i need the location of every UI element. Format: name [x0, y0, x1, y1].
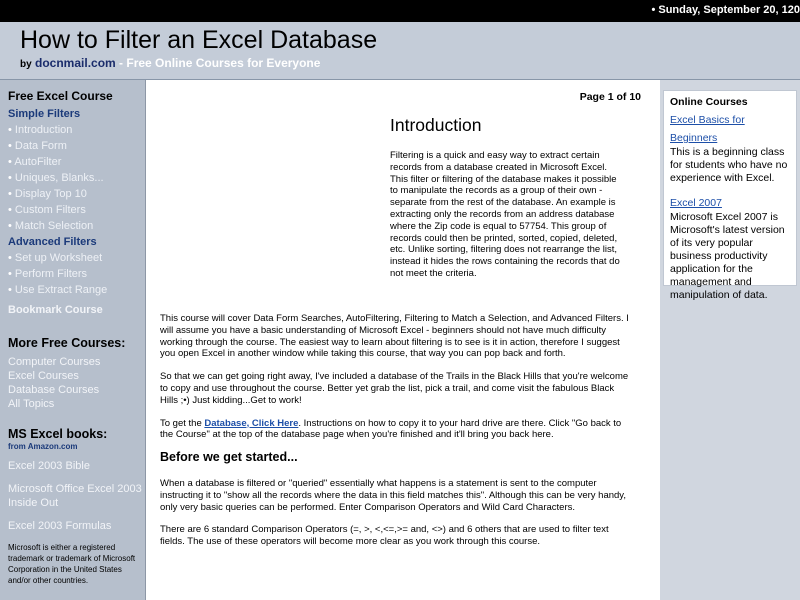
sidebar-item-label: Set up Worksheet	[14, 252, 103, 264]
sidebar-item-label: Display Top 10	[14, 188, 87, 200]
sidebar-item-label: Introduction	[14, 124, 73, 136]
section-heading-before: Before we get started...	[160, 450, 298, 465]
bookmark-course-link[interactable]: Bookmark Course	[8, 304, 103, 316]
site-header	[0, 22, 800, 80]
sidebar-item-extract-range[interactable]: • Use Extract Range	[8, 284, 108, 296]
more-courses-heading: More Free Courses:	[8, 336, 126, 350]
site-link[interactable]: docnmail.com	[35, 56, 116, 70]
left-sidebar	[0, 80, 146, 600]
sidebar-heading: Free Excel Course	[8, 89, 113, 103]
sidebar-item-data-form[interactable]: • Data Form	[8, 140, 67, 152]
online-courses-box	[663, 90, 797, 301]
trails-paragraph: So that we can get going right away, I've included a database of the Trails in the Black Hills that you're welcome to copy and use throughout the course. Better yet grab the list, pick a trail, and come visit the fabulous Black Hills ;•) Just kidding...Get to work!	[160, 371, 629, 406]
category-simple-filters[interactable]: Simple Filters	[8, 108, 81, 120]
sidebar-item-label: Use Extract Range	[14, 284, 108, 296]
sidebar-item-display-top-10[interactable]: • Display Top 10	[8, 188, 87, 200]
book-link[interactable]: Excel 2003 Bible	[8, 460, 90, 472]
database-link[interactable]: Database, Click Here	[204, 417, 299, 429]
sidebar-item-custom-filters[interactable]: • Custom Filters	[8, 204, 86, 216]
sidebar-item-label: Match Selection	[14, 220, 94, 232]
intro-paragraph: Filtering is a quick and easy way to extract certain records from a database created in Microsoft Excel. This filter or filtering of the database makes it possible to manipulate the records as a group of their own - separate from the rest of the database. An example is extracting only the records from an address database where the Zip code is equal to 57754. This group of records could then be printed, sorted, copied, deleted, etc. Unlike sorting, filtering does not rearrange the list, instead it hides the rows containing the records that do not meet the criteria.	[390, 150, 620, 279]
sidebar-item-setup-worksheet[interactable]: • Set up Worksheet	[8, 252, 103, 264]
sidebar-item-label: Data Form	[14, 140, 67, 152]
course-link-excel-2007[interactable]: Excel 2007	[670, 197, 722, 209]
books-heading: MS Excel books:	[8, 427, 108, 441]
page-title: How to Filter an Excel Database	[20, 26, 378, 54]
sidebar-item-introduction[interactable]: • Introduction	[8, 124, 73, 136]
article-body	[160, 313, 630, 559]
more-course-link[interactable]: Computer Courses	[8, 356, 101, 368]
more-course-link[interactable]: Excel Courses	[8, 370, 79, 382]
course-link-excel-basics[interactable]: Excel Basics for Beginners	[670, 114, 745, 144]
main-content	[147, 80, 660, 600]
page-indicator: Page 1 of 10	[579, 91, 641, 103]
section-heading-introduction: Introduction	[390, 115, 482, 135]
sidebar-item-label: Custom Filters	[14, 204, 86, 216]
sidebar-item-label: Uniques, Blanks...	[14, 172, 104, 184]
sidebar-item-uniques-blanks[interactable]: • Uniques, Blanks...	[8, 172, 104, 184]
online-courses-heading: Online Courses	[670, 96, 748, 108]
tagline: - Free Online Courses for Everyone	[115, 56, 321, 70]
course-description: This is a beginning class for students who have no experience with Excel.	[670, 146, 788, 184]
sidebar-item-match-selection[interactable]: • Match Selection	[8, 220, 94, 232]
category-advanced-filters[interactable]: Advanced Filters	[8, 236, 97, 248]
books-source: from Amazon.com	[8, 442, 78, 451]
more-course-link[interactable]: Database Courses	[8, 384, 100, 396]
top-bar	[0, 0, 800, 22]
trademark-notice: Microsoft is either a registered trademark or trademark of Microsoft Corporation in the United States and/or other countries.	[8, 543, 136, 585]
course-description: Microsoft Excel 2007 is Microsoft's latest version of its very popular business productivity application for the management and manipulation of data.	[670, 211, 785, 301]
book-link[interactable]: Microsoft Office Excel 2003 Inside Out	[8, 483, 142, 509]
sidebar-item-perform-filters[interactable]: • Perform Filters	[8, 268, 88, 280]
sidebar-item-autofilter[interactable]: • AutoFilter	[8, 156, 62, 168]
byline	[20, 56, 320, 70]
book-link[interactable]: Excel 2003 Formulas	[8, 520, 112, 532]
byline-by: by	[20, 59, 32, 70]
more-course-link[interactable]: All Topics	[8, 398, 55, 410]
sidebar-item-label: AutoFilter	[14, 156, 62, 168]
operators-paragraph: There are 6 standard Comparison Operators (=, >, <,<=,>= and, <>) and 6 others that are used to filter text fields. The use of these operators will become more clear as you work through this course.	[160, 524, 609, 548]
get-database-paragraph: To get the Database, Click Here. Instructions on how to copy it to your hard drive are there. Click "Go back to the Course" at the top of the database page when you're finished and it'll bring you back here.	[160, 417, 622, 441]
query-paragraph: When a database is filtered or "queried" essentially what happens is a statement is sent to the computer instructing it to "show all the records where the data in this field matches this". Although this can be very handy, only very basic queries can be performed. Enter Comparison Operators and Wild Card Characters.	[160, 477, 626, 513]
sidebar-item-label: Perform Filters	[14, 268, 88, 280]
course-overview-paragraph: This course will cover Data Form Searches, AutoFiltering, Filtering to Match a Selection, and Advanced Filters. I will assume you have a basic understanding of Microsoft Excel - beginners should not have much difficulty working through the course. The easiest way to learn about filtering is to see is it in action, therefore I suggest you open Excel in another window while taking this course, that way you can pop back and forth.	[160, 313, 629, 360]
date-display: • Sunday, September 20, 120	[651, 4, 800, 16]
